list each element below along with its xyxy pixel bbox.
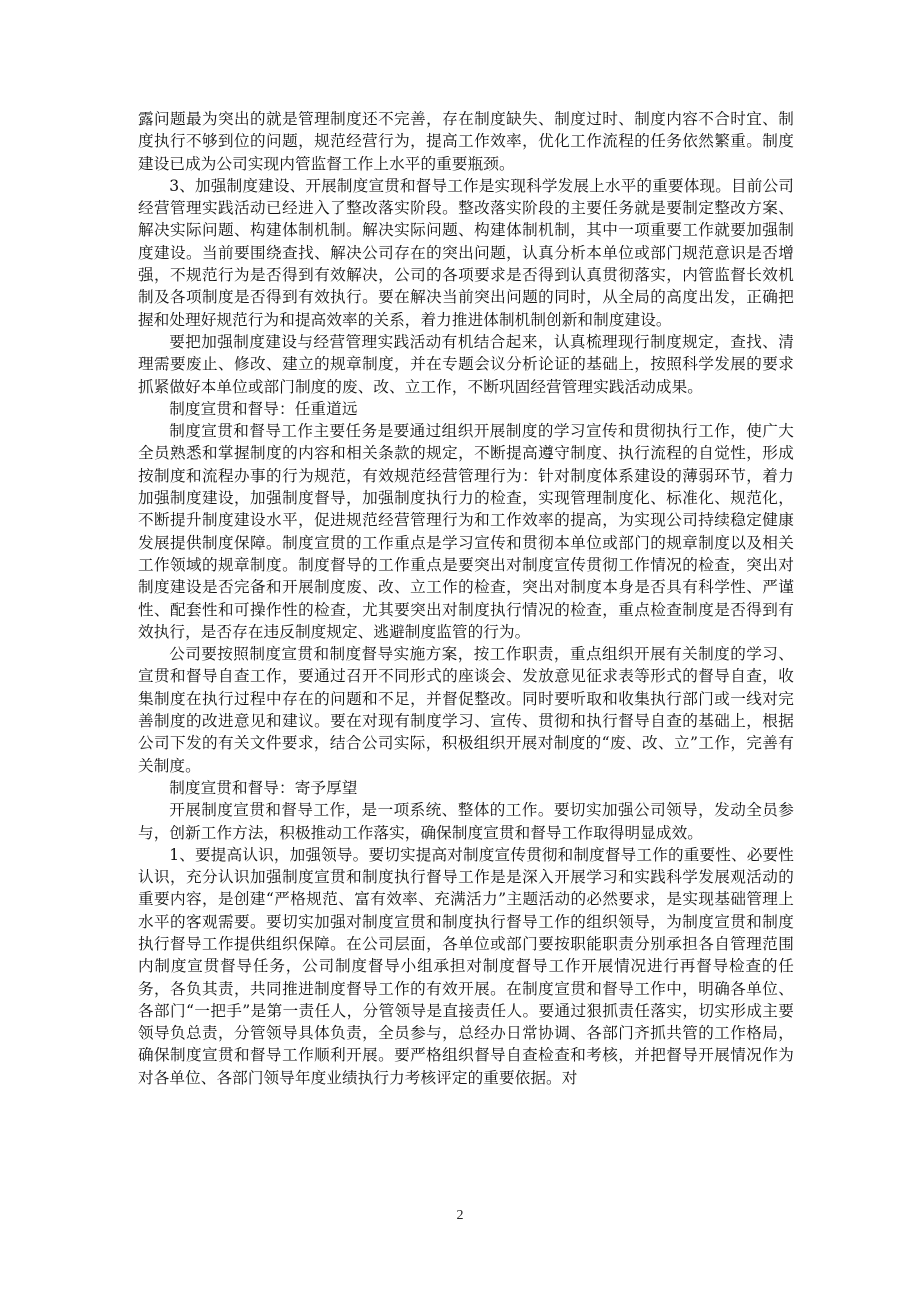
paragraph-systematic-work: 开展制度宣贯和督导工作，是一项系统、整体的工作。要切实加强公司领导，发动全员参与，创新工作方法，积极推动工作落实，确保制度宣贯和督导工作取得明显成效。	[138, 801, 794, 842]
paragraph-integration: 要把加强制度建设与经营管理实践活动有机结合起来，认真梳理现行制度规定，查找、清理需要废止、修改、建立的规章制度，并在专题会议分析论证的基础上，按照科学发展的要求抓紧做好本单位或部门制度的废、改、立工作，不断巩固经营管理实践活动成果。	[138, 332, 794, 396]
paragraph-main-tasks: 制度宣贯和督导工作主要任务是要通过组织开展制度的学习宣传和贯彻执行工作，使广大全员熟悉和掌握制度的内容和相关条款的规定，不断提高遵守制度、执行流程的自觉性，形成按制度和流程办事的行为规范，有效规范经营管理行为：针对制度体系建设的薄弱环节，着力加强制度建设，加强制度督导，加强制度执行力的检查，实现管理制度化、标准化、规范化，不断提升制度建设水平，促进规范经营管理行为和工作效率的提高，为实现公司持续稳定健康发展提供制度保障。制度宣贯的工作重点是学习宣传和贯彻本单位或部门的规章制度以及相关工作领域的规章制度。制度督导的工作重点是要突出对制度宣传贯彻工作情况的检查，突出对制度建设是否完备和开展制度废、改、立工作的检查，突出对制度本身是否具有科学性、严谨性、配套性和可操作性的检查，尤其要突出对制度执行情况的检查，重点检查制度是否得到有效执行，是否存在违反制度规定、逃避制度监管的行为。	[138, 422, 794, 641]
document-body	[138, 108, 794, 1089]
paragraph-point-1-leadership: 1、要提高认识，加强领导。要切实提高对制度宣传贯彻和制度督导工作的重要性、必要性认识，充分认识加强制度宣贯和制度执行督导工作是是深入开展学习和实践科学发展观活动的重要内容，是创建“严格规范、富有效率、充满活力”主题活动的必然要求，是实现基础管理上水平的客观需要。要切实加强对制度宣贯和制度执行督导工作的组织领导，为制度宣贯和制度执行督导工作提供组织保障。在公司层面，各单位或部门要按职能职责分别承担各自管理范围内制度宣贯督导任务，公司制度督导小组承担对制度督导工作开展情况进行再督导检查的任务，各负其责，共同推进制度督导工作的有效开展。在制度宣贯和督导工作中，明确各单位、各部门“一把手”是第一责任人，分管领导是直接责任人。要通过狠抓责任落实，切实形成主要领导负总责，分管领导具体负责，全员参与，总经办日常协调、各部门齐抓共管的工作格局，确保制度宣贯和督导工作顺利开展。要严格组织督导自查检查和考核，并把督导开展情况作为对各单位、各部门领导年度业绩执行力考核评定的重要依据。对	[138, 845, 794, 1087]
paragraph-point-3: 3、加强制度建设、开展制度宣贯和督导工作是实现科学发展上水平的重要体现。目前公司经营管理实践活动已经进入了整改落实阶段。整改落实阶段的主要任务就是要制定整改方案、解决实际问题、构建体制机制。解决实际问题、构建体制机制，其中一项重要工作就要加强制度建设。当前要围绕查找、解决公司存在的突出问题，认真分析本单位或部门规范意识是否增强，不规范行为是否得到有效解决，公司的各项要求是否得到认真贯彻落实，内管监督长效机制及各项制度是否得到有效执行。要在解决当前突出问题的同时，从全局的高度出发，正确把握和处理好规范行为和提高效率的关系，着力推进体制机制创新和制度建设。	[138, 176, 794, 329]
paragraph-implementation-plan: 公司要按照制度宣贯和制度督导实施方案，按工作职责，重点组织开展有关制度的学习、宣贯和督导自查工作，要通过召开不同形式的座谈会、发放意见征求表等形式的督导自查，收集制度在执行过程中存在的问题和不足，并督促整改。同时要听取和收集执行部门或一线对完善制度的改进意见和建议。要在对现有制度学习、宣传、贯彻和执行督导自查的基础上，根据公司下发的有关文件要求，结合公司实际，积极组织开展对制度的“废、改、立”工作，完善有关制度。	[138, 645, 794, 775]
paragraph-continuation: 露问题最为突出的就是管理制度还不完善，存在制度缺失、制度过时、制度内容不合时宜、制度执行不够到位的问题，规范经营行为，提高工作效率，优化工作流程的任务依然繁重。制度建设已成为公司实现内管监督工作上水平的重要瓶颈。	[138, 110, 794, 173]
section-heading-expectations: 制度宣贯和督导：寄予厚望	[169, 778, 358, 797]
page-number: 2	[456, 1208, 464, 1223]
section-heading-long-road: 制度宣贯和督导：任重道远	[169, 399, 358, 418]
